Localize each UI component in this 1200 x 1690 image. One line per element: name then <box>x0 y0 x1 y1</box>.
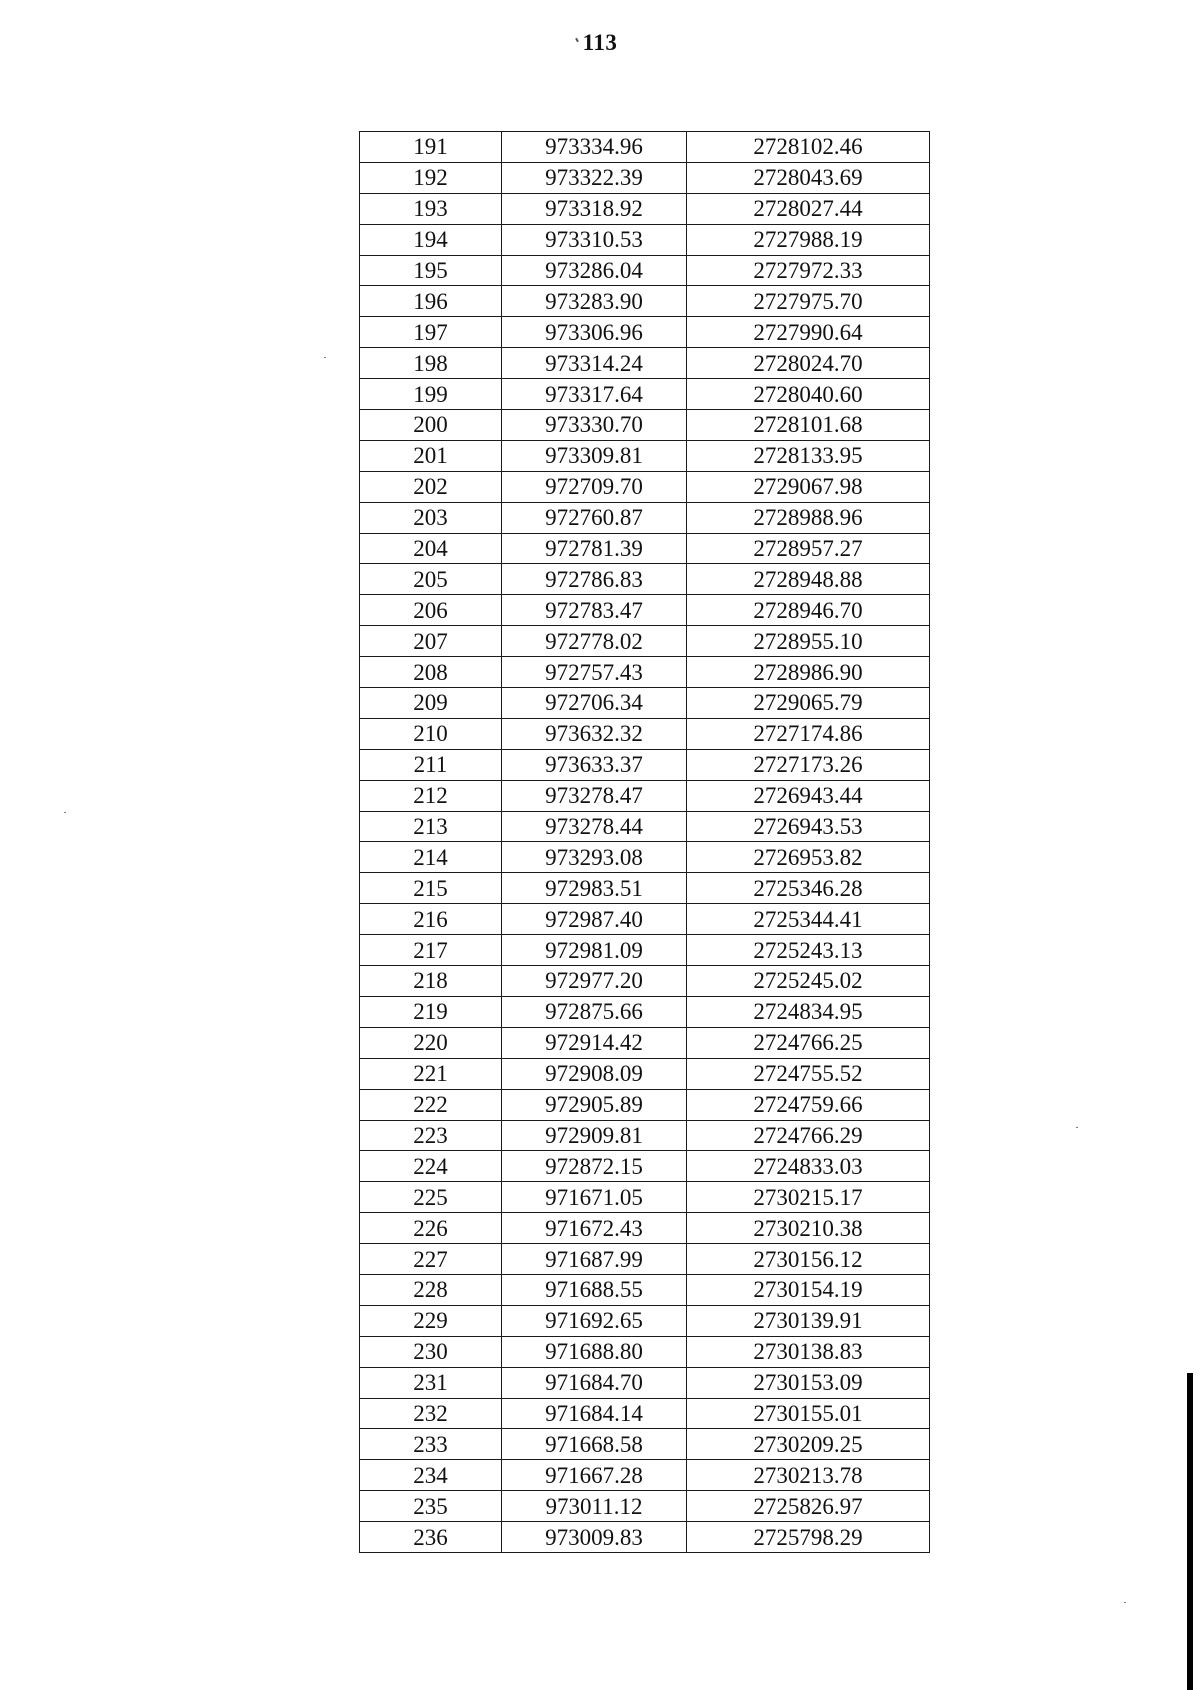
y-coordinate-cell: 2725826.97 <box>687 1491 930 1522</box>
y-coordinate-cell: 2728043.69 <box>687 162 930 193</box>
table-row <box>360 595 930 626</box>
x-coordinate-cell: 971688.55 <box>502 1274 687 1305</box>
page-number-text: 113 <box>582 30 618 55</box>
x-coordinate-cell: 973009.83 <box>502 1522 687 1553</box>
point-number-cell: 217 <box>360 935 502 966</box>
point-number-cell: 204 <box>360 533 502 564</box>
y-coordinate-cell: 2728957.27 <box>687 533 930 564</box>
y-coordinate-cell: 2725798.29 <box>687 1522 930 1553</box>
x-coordinate-cell: 971684.70 <box>502 1367 687 1398</box>
table-row <box>360 1336 930 1367</box>
point-number-cell: 212 <box>360 780 502 811</box>
x-coordinate-cell: 973278.44 <box>502 811 687 842</box>
y-coordinate-cell: 2727174.86 <box>687 718 930 749</box>
point-number-cell: 201 <box>360 440 502 471</box>
table-row <box>360 502 930 533</box>
x-coordinate-cell: 972977.20 <box>502 966 687 997</box>
point-number-cell: 226 <box>360 1213 502 1244</box>
y-coordinate-cell: 2730156.12 <box>687 1244 930 1275</box>
point-number-cell: 203 <box>360 502 502 533</box>
x-coordinate-cell: 973317.64 <box>502 379 687 410</box>
x-coordinate-cell: 972706.34 <box>502 688 687 719</box>
x-coordinate-cell: 972908.09 <box>502 1058 687 1089</box>
x-coordinate-cell: 972778.02 <box>502 626 687 657</box>
y-coordinate-cell: 2730154.19 <box>687 1274 930 1305</box>
y-coordinate-cell: 2725344.41 <box>687 904 930 935</box>
y-coordinate-cell: 2727988.19 <box>687 224 930 255</box>
point-number-cell: 227 <box>360 1244 502 1275</box>
point-number-cell: 220 <box>360 1027 502 1058</box>
y-coordinate-cell: 2728955.10 <box>687 626 930 657</box>
table-row <box>360 1151 930 1182</box>
table-row <box>360 255 930 286</box>
table-row <box>360 718 930 749</box>
x-coordinate-cell: 971668.58 <box>502 1429 687 1460</box>
x-coordinate-cell: 972781.39 <box>502 533 687 564</box>
y-coordinate-cell: 2728027.44 <box>687 193 930 224</box>
point-number-cell: 211 <box>360 749 502 780</box>
y-coordinate-cell: 2730215.17 <box>687 1182 930 1213</box>
point-number-cell: 215 <box>360 873 502 904</box>
point-number-cell: 213 <box>360 811 502 842</box>
x-coordinate-cell: 973306.96 <box>502 317 687 348</box>
table-row <box>360 1491 930 1522</box>
x-coordinate-cell: 971688.80 <box>502 1336 687 1367</box>
x-coordinate-cell: 973293.08 <box>502 842 687 873</box>
x-coordinate-cell: 973011.12 <box>502 1491 687 1522</box>
table-row <box>360 1120 930 1151</box>
table-row <box>360 132 930 163</box>
point-number-cell: 232 <box>360 1398 502 1429</box>
point-number-cell: 230 <box>360 1336 502 1367</box>
scan-speck <box>1124 1602 1126 1603</box>
table-row <box>360 1244 930 1275</box>
y-coordinate-cell: 2728946.70 <box>687 595 930 626</box>
table-row <box>360 935 930 966</box>
x-coordinate-cell: 973632.32 <box>502 718 687 749</box>
table-row <box>360 1522 930 1553</box>
x-coordinate-cell: 971667.28 <box>502 1460 687 1491</box>
x-coordinate-cell: 973309.81 <box>502 440 687 471</box>
table-row <box>360 471 930 502</box>
point-number-cell: 200 <box>360 410 502 441</box>
x-coordinate-cell: 972981.09 <box>502 935 687 966</box>
table-row <box>360 811 930 842</box>
scan-speck <box>64 812 66 813</box>
point-number-cell: 208 <box>360 657 502 688</box>
point-number-cell: 197 <box>360 317 502 348</box>
x-coordinate-cell: 972783.47 <box>502 595 687 626</box>
x-coordinate-cell: 972786.83 <box>502 564 687 595</box>
y-coordinate-cell: 2724833.03 <box>687 1151 930 1182</box>
table-row <box>360 1213 930 1244</box>
x-coordinate-cell: 971672.43 <box>502 1213 687 1244</box>
y-coordinate-cell: 2728948.88 <box>687 564 930 595</box>
table-row <box>360 379 930 410</box>
point-number-cell: 198 <box>360 348 502 379</box>
y-coordinate-cell: 2730138.83 <box>687 1336 930 1367</box>
y-coordinate-cell: 2730210.38 <box>687 1213 930 1244</box>
table-row <box>360 1089 930 1120</box>
table-row <box>360 749 930 780</box>
table-row <box>360 1305 930 1336</box>
x-coordinate-cell: 972987.40 <box>502 904 687 935</box>
point-number-cell: 191 <box>360 132 502 163</box>
table-row <box>360 1460 930 1491</box>
x-coordinate-cell: 972760.87 <box>502 502 687 533</box>
x-coordinate-cell: 973286.04 <box>502 255 687 286</box>
y-coordinate-cell: 2730213.78 <box>687 1460 930 1491</box>
point-number-cell: 223 <box>360 1120 502 1151</box>
x-coordinate-cell: 972905.89 <box>502 1089 687 1120</box>
y-coordinate-cell: 2730153.09 <box>687 1367 930 1398</box>
table-row <box>360 193 930 224</box>
x-coordinate-cell: 973334.96 <box>502 132 687 163</box>
point-number-cell: 222 <box>360 1089 502 1120</box>
x-coordinate-cell: 971687.99 <box>502 1244 687 1275</box>
point-number-cell: 210 <box>360 718 502 749</box>
point-number-cell: 207 <box>360 626 502 657</box>
table-row <box>360 842 930 873</box>
point-number-cell: 219 <box>360 996 502 1027</box>
y-coordinate-cell: 2729067.98 <box>687 471 930 502</box>
table-row <box>360 1274 930 1305</box>
point-number-cell: 229 <box>360 1305 502 1336</box>
table-row <box>360 780 930 811</box>
y-coordinate-cell: 2728040.60 <box>687 379 930 410</box>
table-row <box>360 688 930 719</box>
y-coordinate-cell: 2730209.25 <box>687 1429 930 1460</box>
scan-speck <box>324 357 326 358</box>
point-number-cell: 228 <box>360 1274 502 1305</box>
point-number-cell: 195 <box>360 255 502 286</box>
table-row <box>360 224 930 255</box>
table-row <box>360 904 930 935</box>
x-coordinate-cell: 973310.53 <box>502 224 687 255</box>
x-coordinate-cell: 972872.15 <box>502 1151 687 1182</box>
point-number-cell: 231 <box>360 1367 502 1398</box>
point-number-cell: 209 <box>360 688 502 719</box>
y-coordinate-cell: 2725243.13 <box>687 935 930 966</box>
table-row <box>360 564 930 595</box>
y-coordinate-cell: 2725346.28 <box>687 873 930 904</box>
table-row <box>360 626 930 657</box>
x-coordinate-cell: 971692.65 <box>502 1305 687 1336</box>
scan-edge-bar <box>1187 1373 1193 1690</box>
table-row <box>360 348 930 379</box>
table-row <box>360 1398 930 1429</box>
table-row <box>360 996 930 1027</box>
table-row <box>360 410 930 441</box>
x-coordinate-cell: 973322.39 <box>502 162 687 193</box>
point-number-cell: 235 <box>360 1491 502 1522</box>
table-row <box>360 162 930 193</box>
y-coordinate-cell: 2728988.96 <box>687 502 930 533</box>
x-coordinate-cell: 973633.37 <box>502 749 687 780</box>
table-row <box>360 1058 930 1089</box>
table-row <box>360 1027 930 1058</box>
y-coordinate-cell: 2725245.02 <box>687 966 930 997</box>
point-number-cell: 225 <box>360 1182 502 1213</box>
x-coordinate-cell: 972757.43 <box>502 657 687 688</box>
table-row <box>360 966 930 997</box>
y-coordinate-cell: 2724755.52 <box>687 1058 930 1089</box>
point-number-cell: 192 <box>360 162 502 193</box>
point-number-cell: 234 <box>360 1460 502 1491</box>
page-number <box>0 30 1200 56</box>
x-coordinate-cell: 972914.42 <box>502 1027 687 1058</box>
x-coordinate-cell: 973314.24 <box>502 348 687 379</box>
table-row <box>360 317 930 348</box>
y-coordinate-cell: 2724766.25 <box>687 1027 930 1058</box>
point-number-cell: 224 <box>360 1151 502 1182</box>
scan-speck <box>1076 1127 1078 1128</box>
table-row <box>360 286 930 317</box>
y-coordinate-cell: 2728101.68 <box>687 410 930 441</box>
y-coordinate-cell: 2727990.64 <box>687 317 930 348</box>
point-number-cell: 199 <box>360 379 502 410</box>
x-coordinate-cell: 971684.14 <box>502 1398 687 1429</box>
x-coordinate-cell: 973330.70 <box>502 410 687 441</box>
x-coordinate-cell: 972709.70 <box>502 471 687 502</box>
table-row <box>360 1429 930 1460</box>
coordinate-table-body <box>360 132 930 1553</box>
y-coordinate-cell: 2726943.53 <box>687 811 930 842</box>
point-number-cell: 205 <box>360 564 502 595</box>
point-number-cell: 194 <box>360 224 502 255</box>
point-number-cell: 221 <box>360 1058 502 1089</box>
table-row <box>360 533 930 564</box>
coordinate-table <box>359 131 930 1553</box>
point-number-cell: 214 <box>360 842 502 873</box>
y-coordinate-cell: 2730139.91 <box>687 1305 930 1336</box>
point-number-cell: 206 <box>360 595 502 626</box>
x-coordinate-cell: 972909.81 <box>502 1120 687 1151</box>
x-coordinate-cell: 973278.47 <box>502 780 687 811</box>
x-coordinate-cell: 972875.66 <box>502 996 687 1027</box>
y-coordinate-cell: 2724759.66 <box>687 1089 930 1120</box>
x-coordinate-cell: 973318.92 <box>502 193 687 224</box>
point-number-cell: 196 <box>360 286 502 317</box>
table-row <box>360 873 930 904</box>
y-coordinate-cell: 2728102.46 <box>687 132 930 163</box>
point-number-cell: 193 <box>360 193 502 224</box>
x-coordinate-cell: 973283.90 <box>502 286 687 317</box>
y-coordinate-cell: 2729065.79 <box>687 688 930 719</box>
x-coordinate-cell: 971671.05 <box>502 1182 687 1213</box>
y-coordinate-cell: 2728024.70 <box>687 348 930 379</box>
point-number-cell: 202 <box>360 471 502 502</box>
point-number-cell: 218 <box>360 966 502 997</box>
y-coordinate-cell: 2724766.29 <box>687 1120 930 1151</box>
y-coordinate-cell: 2724834.95 <box>687 996 930 1027</box>
y-coordinate-cell: 2727972.33 <box>687 255 930 286</box>
x-coordinate-cell: 972983.51 <box>502 873 687 904</box>
y-coordinate-cell: 2726943.44 <box>687 780 930 811</box>
y-coordinate-cell: 2730155.01 <box>687 1398 930 1429</box>
y-coordinate-cell: 2727173.26 <box>687 749 930 780</box>
y-coordinate-cell: 2727975.70 <box>687 286 930 317</box>
scan-tick-mark <box>575 38 579 42</box>
point-number-cell: 236 <box>360 1522 502 1553</box>
table-row <box>360 657 930 688</box>
point-number-cell: 216 <box>360 904 502 935</box>
point-number-cell: 233 <box>360 1429 502 1460</box>
y-coordinate-cell: 2728986.90 <box>687 657 930 688</box>
y-coordinate-cell: 2726953.82 <box>687 842 930 873</box>
y-coordinate-cell: 2728133.95 <box>687 440 930 471</box>
table-row <box>360 440 930 471</box>
table-row <box>360 1182 930 1213</box>
table-row <box>360 1367 930 1398</box>
